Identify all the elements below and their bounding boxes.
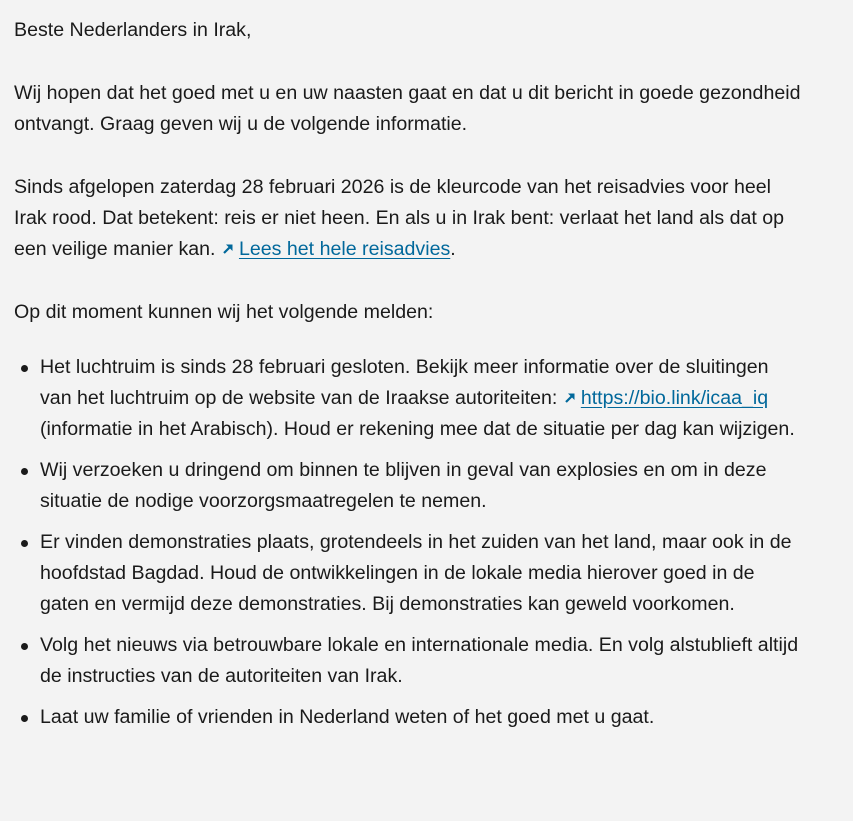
- travel-advice-text: Sinds afgelopen zaterdag 28 februari 2026 is de kleurcode van het reisadvies voor heel Irak rood. Dat betekent: reis er niet heen. En als u in Irak bent: verlaat het land als dat op een veilige manier kan.: [14, 176, 785, 260]
- icaa-link-label: https://bio.link/icaa_iq: [580, 387, 769, 409]
- travel-advice-paragraph: [14, 172, 804, 265]
- arrow-up-right-icon: [221, 242, 235, 256]
- bullet-icon: [21, 540, 28, 547]
- bullet-icon: [21, 643, 28, 650]
- list-item: [14, 630, 800, 692]
- intro-paragraph: Wij hopen dat het goed met u en uw naasten gaat en dat u dit bericht in goede gezondheid ontvangt. Graag geven wij u de volgende informatie.: [14, 82, 801, 135]
- list-item-text: Laat uw familie of vrienden in Nederland weten of het goed met u gaat.: [40, 706, 655, 728]
- airspace-text: Het luchtruim is sinds 28 februari gesloten. Bekijk meer informatie over de sluitingen van het luchtruim op de website van de Iraakse autoriteiten:: [40, 356, 769, 409]
- bullet-icon: [21, 468, 28, 475]
- list-item-text: Er vinden demonstraties plaats, grotendeels in het zuiden van het land, maar ook in de hoofdstad Bagdad. Houd de ontwikkelingen in de lokale media hierover goed in de gaten en vermijd deze demonstraties. Bij demonstraties kan geweld voorkomen.: [40, 531, 792, 615]
- icaa-link[interactable]: [563, 387, 768, 409]
- list-item: [14, 702, 800, 733]
- list-item-text: Volg het nieuws via betrouwbare lokale en internationale media. En volg alstublieft altijd de instructies van de autoriteiten van Irak.: [40, 634, 799, 687]
- bullet-icon: [21, 715, 28, 722]
- travel-advice-link-label: Lees het hele reisadvies: [238, 238, 451, 260]
- airspace-text-after: (informatie in het Arabisch). Houd er rekening mee dat de situatie per dag kan wijzigen.: [40, 418, 795, 440]
- travel-advice-link[interactable]: [221, 238, 450, 260]
- list-item-text: Wij verzoeken u dringend om binnen te blijven in geval van explosies en om in deze situatie de nodige voorzorgsmaatregelen te nemen.: [40, 459, 767, 512]
- list-item: [14, 352, 800, 445]
- list-item: [14, 527, 800, 620]
- greeting: Beste Nederlanders in Irak,: [14, 19, 252, 41]
- report-heading: Op dit moment kunnen wij het volgende melden:: [14, 301, 434, 323]
- bullet-icon: [21, 365, 28, 372]
- arrow-up-right-icon: [563, 391, 577, 405]
- info-list: [14, 352, 814, 743]
- travel-advice-period: .: [450, 238, 456, 260]
- list-item: [14, 455, 800, 517]
